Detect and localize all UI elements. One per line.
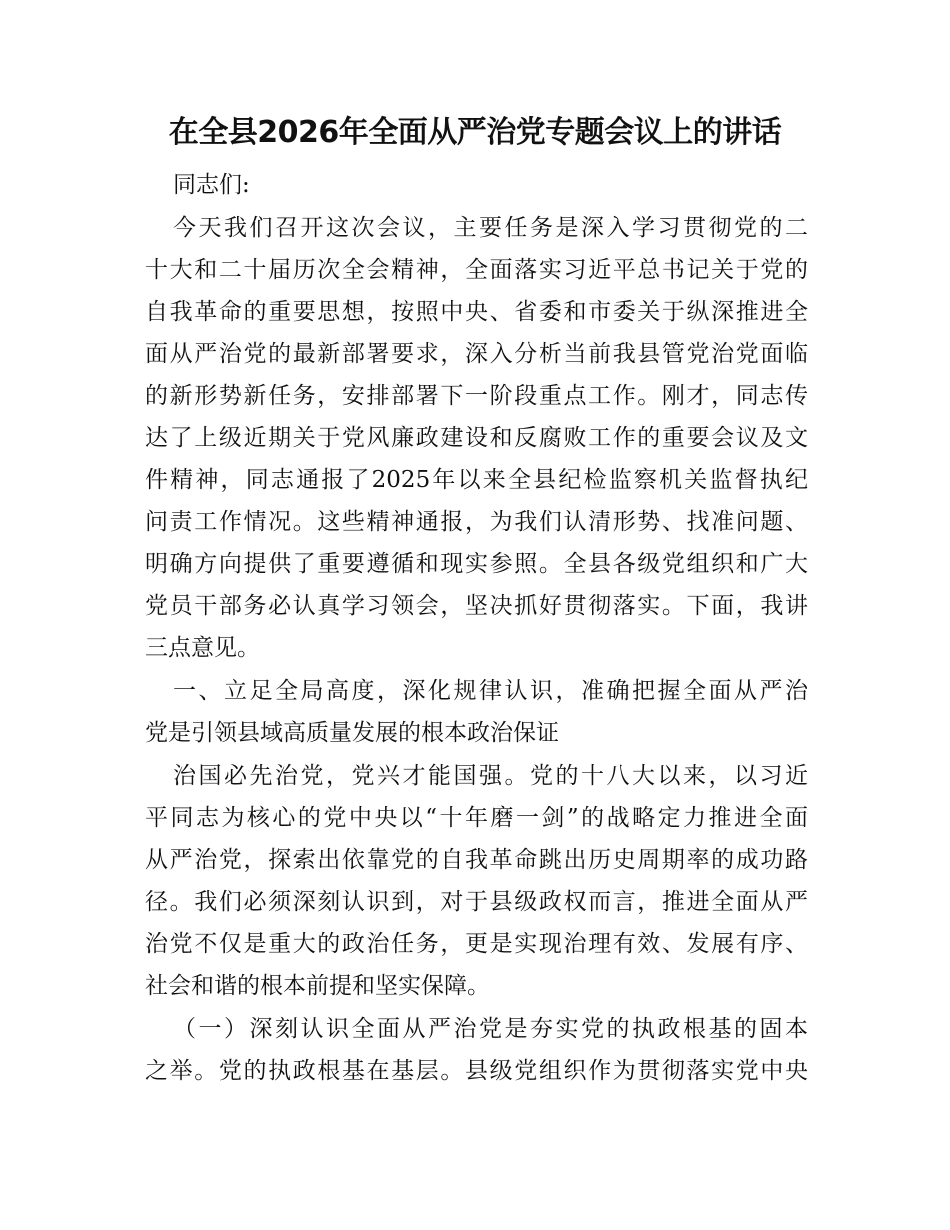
paragraph — [145, 755, 808, 1007]
text-line: 从严治党，探索出依靠党的自我革命跳出历史周期率的成功路 — [145, 847, 808, 873]
text-line: 同志们: — [173, 172, 250, 198]
paragraph — [145, 164, 808, 206]
paragraph — [145, 207, 808, 669]
text-line: 治国必先治党，党兴才能国强。党的十八大以来，以习近 — [173, 763, 808, 789]
text-line: 明确方向提供了重要遵循和现实参照。全县各级党组织和广大 — [145, 551, 808, 577]
text-line: 党是引领县域高质量发展的根本政治保证 — [145, 720, 559, 746]
text-line: 件精神，同志通报了2025年以来全县纪检监察机关监督执纪 — [145, 467, 808, 493]
text-line: 平同志为核心的党中央以“十年磨一剑”的战略定力推进全面 — [145, 805, 808, 831]
paragraph — [145, 670, 808, 754]
text-line: 十大和二十届历次全会精神，全面落实习近平总书记关于党的 — [145, 257, 808, 283]
text-line: 治党不仅是重大的政治任务，更是实现治理有效、发展有序、 — [145, 931, 808, 957]
text-line: 社会和谐的根本前提和坚实保障。 — [145, 973, 490, 999]
document-title: 在全县2026年全面从严治党专题会议上的讲话 — [168, 115, 782, 150]
text-line: 径。我们必须深刻认识到，对于县级政权而言，推进全面从严 — [145, 889, 808, 915]
paragraph — [145, 1008, 808, 1092]
text-line: 党员干部务必认真学习领会，坚决抓好贯彻落实。下面，我讲 — [145, 593, 808, 619]
text-line: 达了上级近期关于党风廉政建设和反腐败工作的重要会议及文 — [145, 425, 808, 451]
text-line: 三点意见。 — [145, 635, 260, 661]
document-body — [145, 164, 808, 1093]
text-line: 之举。党的执政根基在基层。县级党组织作为贯彻落实党中央 — [145, 1058, 808, 1084]
text-line: 面从严治党的最新部署要求，深入分析当前我县管党治党面临 — [145, 341, 808, 367]
text-line: 自我革命的重要思想，按照中央、省委和市委关于纵深推进全 — [145, 299, 808, 325]
text-line: 的新形势新任务，安排部署下一阶段重点工作。刚才，同志传 — [145, 383, 808, 409]
text-line: 问责工作情况。这些精神通报，为我们认清形势、找准问题、 — [145, 509, 808, 535]
text-line: 一、立足全局高度，深化规律认识，准确把握全面从严治 — [173, 678, 808, 704]
text-line: 今天我们召开这次会议，主要任务是深入学习贯彻党的二 — [173, 215, 808, 241]
text-line: （一）深刻认识全面从严治党是夯实党的执政根基的固本 — [173, 1016, 808, 1042]
